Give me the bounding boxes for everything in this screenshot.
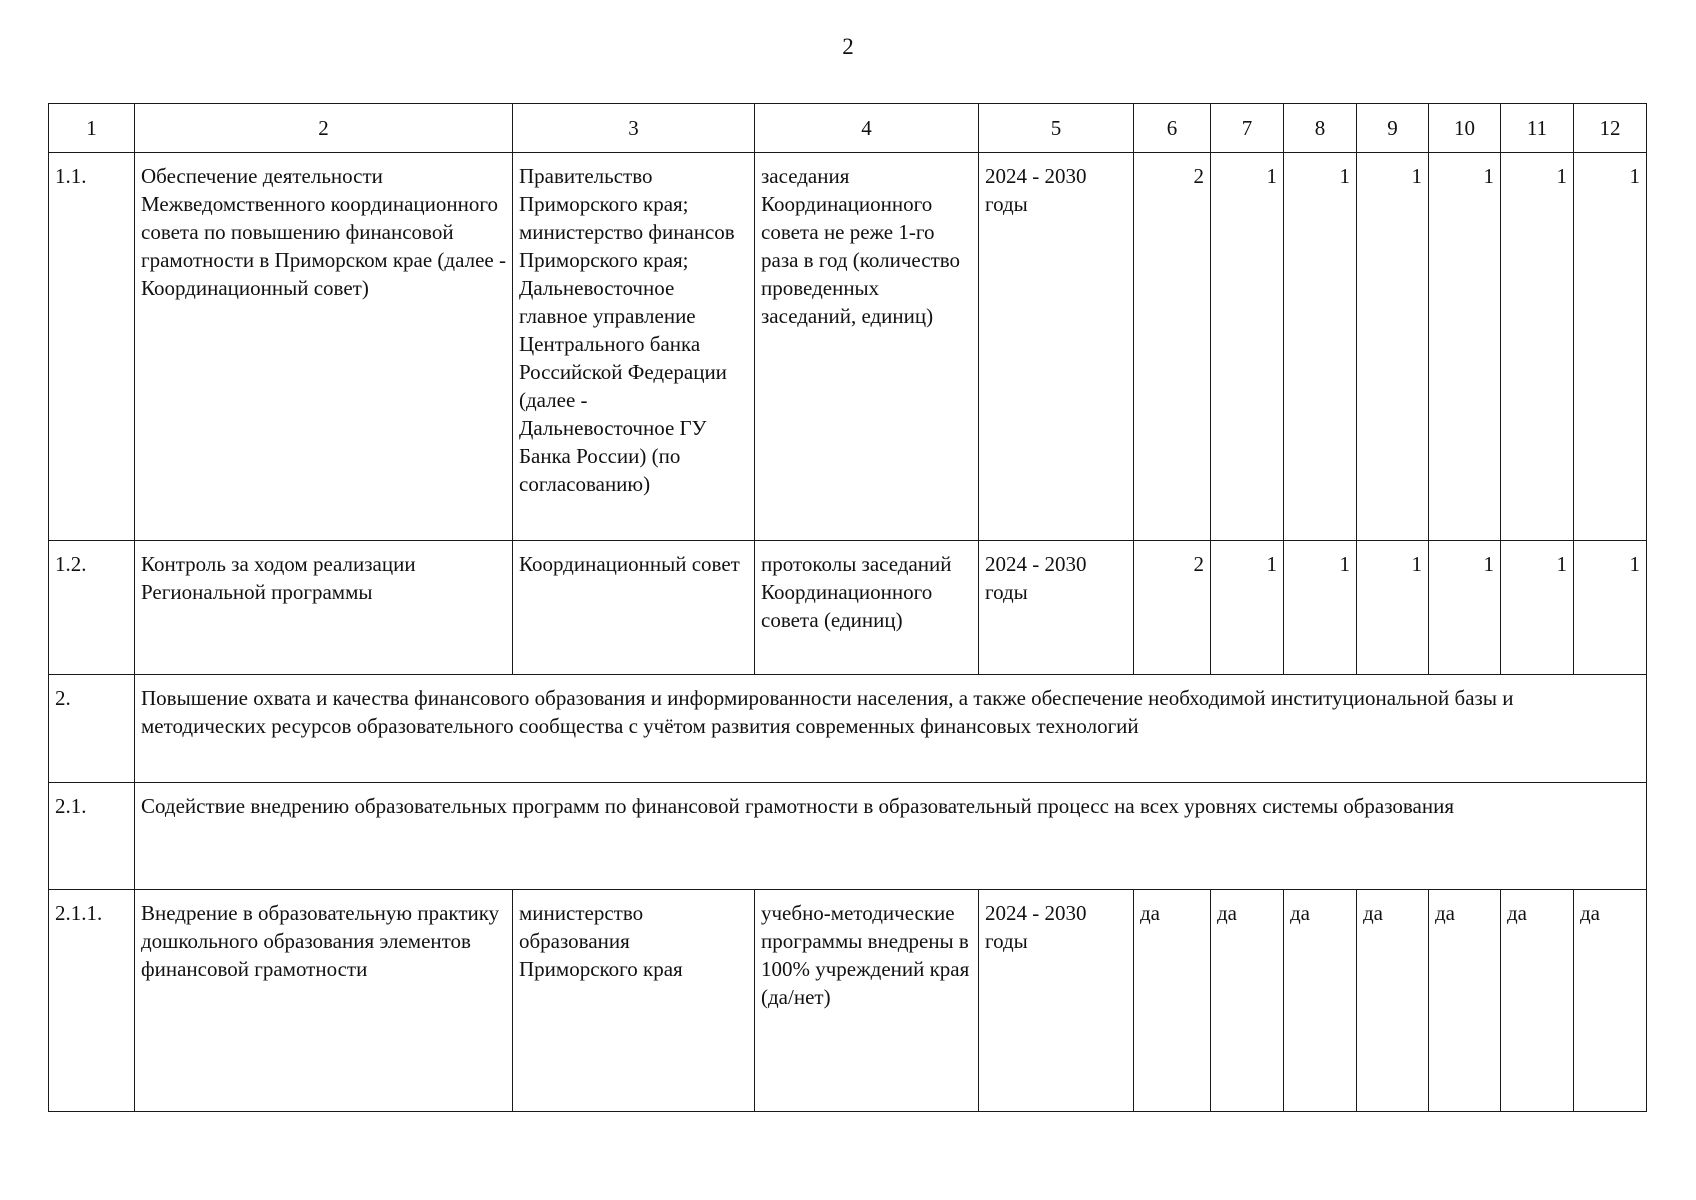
section-row bbox=[49, 783, 1647, 890]
row-number: 2.1. bbox=[49, 783, 135, 890]
value-cell: 1 bbox=[1284, 153, 1357, 541]
value-cell: да bbox=[1357, 890, 1429, 1112]
table-row bbox=[49, 890, 1647, 1112]
column-number-header: 2 bbox=[135, 104, 513, 153]
column-number-header: 1 bbox=[49, 104, 135, 153]
column-number-header: 3 bbox=[513, 104, 755, 153]
value-cell: да bbox=[1501, 890, 1574, 1112]
column-number-header: 6 bbox=[1134, 104, 1211, 153]
value-cell: да bbox=[1134, 890, 1211, 1112]
period-cell: 2024 - 2030 годы bbox=[979, 890, 1134, 1112]
value-cell: да bbox=[1574, 890, 1647, 1112]
activity-name: Внедрение в образовательную практику дошкольного образования элементов финансовой грамотности bbox=[135, 890, 513, 1112]
value-cell: 1 bbox=[1357, 153, 1429, 541]
value-cell: 1 bbox=[1501, 541, 1574, 675]
section-row bbox=[49, 675, 1647, 783]
value-cell: да bbox=[1211, 890, 1284, 1112]
value-cell: 2 bbox=[1134, 541, 1211, 675]
result-cell: протоколы заседаний Координационного совета (единиц) bbox=[755, 541, 979, 675]
row-number: 1.1. bbox=[49, 153, 135, 541]
value-cell: да bbox=[1429, 890, 1501, 1112]
period-cell: 2024 - 2030 годы bbox=[979, 153, 1134, 541]
value-cell: 1 bbox=[1574, 153, 1647, 541]
result-cell: учебно-методические программы внедрены в 100% учреждений края (да/нет) bbox=[755, 890, 979, 1112]
column-number-header: 11 bbox=[1501, 104, 1574, 153]
column-number-header: 7 bbox=[1211, 104, 1284, 153]
action-plan-table bbox=[48, 103, 1647, 1112]
section-title: Содействие внедрению образовательных программ по финансовой грамотности в образовательный процесс на всех уровнях системы образования bbox=[135, 783, 1647, 890]
table-row bbox=[49, 153, 1647, 541]
value-cell: 1 bbox=[1429, 153, 1501, 541]
activity-name: Контроль за ходом реализации Региональной программы bbox=[135, 541, 513, 675]
column-number-header: 8 bbox=[1284, 104, 1357, 153]
column-number-header: 9 bbox=[1357, 104, 1429, 153]
section-title: Повышение охвата и качества финансового образования и информированности населения, а также обеспечение необходимой институциональной базы и методических ресурсов образовательного сообщества с учётом развития современных финансовых технологий bbox=[135, 675, 1647, 783]
value-cell: 1 bbox=[1357, 541, 1429, 675]
value-cell: 1 bbox=[1211, 541, 1284, 675]
column-number-header: 10 bbox=[1429, 104, 1501, 153]
value-cell: 1 bbox=[1574, 541, 1647, 675]
executor-cell: Правительство Приморского края; министерство финансов Приморского края; Дальневосточное главное управление Центрального банка Российской Федерации (далее - Дальневосточное ГУ Банка России) (по согласованию) bbox=[513, 153, 755, 541]
value-cell: 2 bbox=[1134, 153, 1211, 541]
period-cell: 2024 - 2030 годы bbox=[979, 541, 1134, 675]
value-cell: да bbox=[1284, 890, 1357, 1112]
value-cell: 1 bbox=[1284, 541, 1357, 675]
value-cell: 1 bbox=[1429, 541, 1501, 675]
row-number: 2.1.1. bbox=[49, 890, 135, 1112]
value-cell: 1 bbox=[1501, 153, 1574, 541]
column-number-header: 5 bbox=[979, 104, 1134, 153]
activity-name: Обеспечение деятельности Межведомственного координационного совета по повышению финансовой грамотности в Приморском крае (далее - Координационный совет) bbox=[135, 153, 513, 541]
page-number: 2 bbox=[842, 34, 854, 59]
row-number: 1.2. bbox=[49, 541, 135, 675]
executor-cell: министерство образования Приморского края bbox=[513, 890, 755, 1112]
column-number-header: 4 bbox=[755, 104, 979, 153]
column-number-header: 12 bbox=[1574, 104, 1647, 153]
result-cell: заседания Координационного совета не реже 1-го раза в год (количество проведенных заседаний, единиц) bbox=[755, 153, 979, 541]
executor-cell: Координационный совет bbox=[513, 541, 755, 675]
table-row bbox=[49, 541, 1647, 675]
column-number-header-row bbox=[49, 104, 1647, 153]
value-cell: 1 bbox=[1211, 153, 1284, 541]
row-number: 2. bbox=[49, 675, 135, 783]
